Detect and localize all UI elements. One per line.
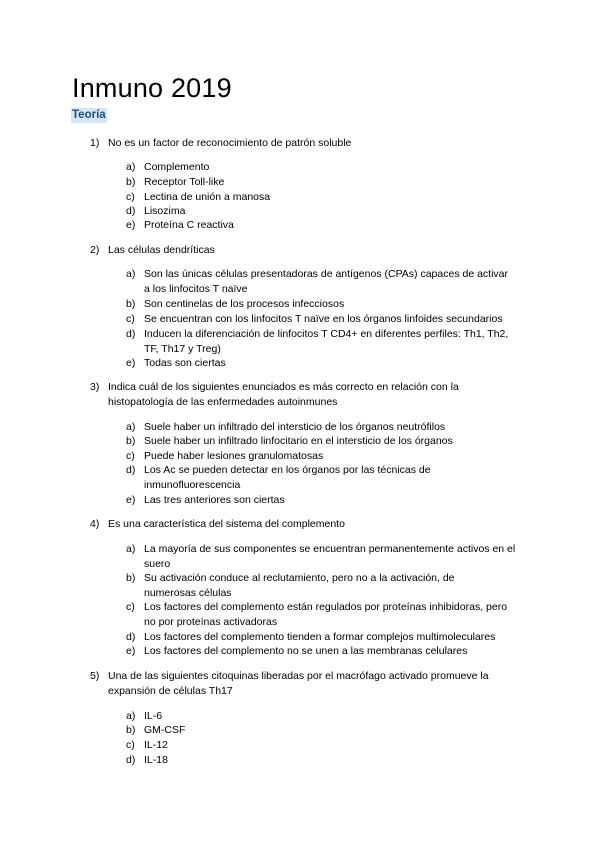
option-letter: b): [126, 298, 136, 310]
option-letter: c): [126, 601, 135, 613]
option-text: IL-18: [144, 754, 168, 766]
question-number: 2): [90, 244, 100, 256]
option-letter: e): [126, 357, 136, 369]
question-text: Es una característica del sistema del complemento: [108, 518, 345, 530]
option-letter: b): [126, 176, 136, 188]
option-letter: a): [126, 268, 136, 280]
option-text: Todas son ciertas: [144, 357, 226, 369]
option-text: Suele haber un infiltrado linfocitario en el intersticio de los órganos: [144, 435, 453, 447]
question-number: 1): [90, 137, 100, 149]
option-text: Los factores del complemento tienden a formar complejos multimoleculares: [144, 631, 496, 643]
option-letter: a): [126, 161, 136, 173]
option-text: Son centinelas de los procesos infecciosos: [144, 298, 345, 310]
question-text: Las células dendríticas: [108, 244, 215, 256]
question-text: Indica cuál de los siguientes enunciados es más correcto en relación con la histopatología de las enfermedades autoinmunes: [108, 381, 459, 408]
option-letter: d): [126, 754, 136, 766]
option-text: Las tres anteriores son ciertas: [144, 494, 285, 506]
option-letter: e): [126, 219, 136, 231]
option-text: Lectina de unión a manosa: [144, 191, 271, 203]
option-text: Receptor Toll-like: [144, 176, 225, 188]
option-text: Complemento: [144, 161, 210, 173]
option-text: IL-12: [144, 739, 168, 751]
option-text: GM-CSF: [144, 724, 186, 736]
option-text: Se encuentran con los linfocitos T naïve en los órganos linfoides secundarios: [144, 313, 503, 325]
option-text: Los factores del complemento están regulados por proteínas inhibidoras, pero no por proteínas activadoras: [144, 601, 508, 628]
option-text: Lisozima: [144, 205, 186, 217]
option-text: Son las únicas células presentadoras de antígenos (CPAs) capaces de activar a los linfocitos T naïve: [144, 268, 509, 295]
option-letter: c): [126, 450, 135, 462]
option-letter: a): [126, 421, 136, 433]
option-text: Proteína C reactiva: [144, 219, 234, 231]
option-text: Suele haber un infiltrado del intersticio de los órganos neutrófilos: [144, 421, 446, 433]
option-text: Puede haber lesiones granulomatosas: [144, 450, 324, 462]
question-number: 4): [90, 518, 100, 530]
option-letter: c): [126, 739, 135, 751]
option-text: IL-6: [144, 710, 163, 722]
option-letter: a): [126, 710, 136, 722]
question-number: 3): [90, 381, 100, 393]
option-text: Su activación conduce al reclutamiento, pero no a la activación, de numerosas células: [144, 572, 455, 599]
option-letter: a): [126, 543, 136, 555]
option-letter: e): [126, 494, 136, 506]
option-letter: d): [126, 205, 136, 217]
option-text: Los factores del complemento no se unen a las membranas celulares: [144, 645, 468, 657]
document-title: Inmuno 2019: [72, 73, 232, 103]
option-text: La mayoría de sus componentes se encuentran permanentemente activos en el suero: [144, 543, 516, 570]
option-letter: c): [126, 191, 135, 203]
question-text: Una de las siguientes citoquinas liberadas por el macrófago activado promueve la expansión de células Th17: [108, 670, 489, 697]
option-letter: b): [126, 724, 136, 736]
question-number: 5): [90, 670, 100, 682]
option-text: Inducen la diferenciación de linfocitos T CD4+ en diferentes perfiles: Th1, Th2, TF, Th17 y Treg): [144, 328, 509, 355]
option-letter: e): [126, 645, 136, 657]
option-letter: b): [126, 435, 136, 447]
option-letter: c): [126, 313, 135, 325]
option-letter: d): [126, 631, 136, 643]
option-letter: d): [126, 328, 136, 340]
option-text: Los Ac se pueden detectar en los órganos por las técnicas de inmunofluorescencia: [144, 464, 431, 491]
option-letter: b): [126, 572, 136, 584]
question-text: No es un factor de reconocimiento de patrón soluble: [108, 137, 352, 149]
option-letter: d): [126, 464, 136, 476]
section-heading: Teoría: [72, 109, 106, 121]
